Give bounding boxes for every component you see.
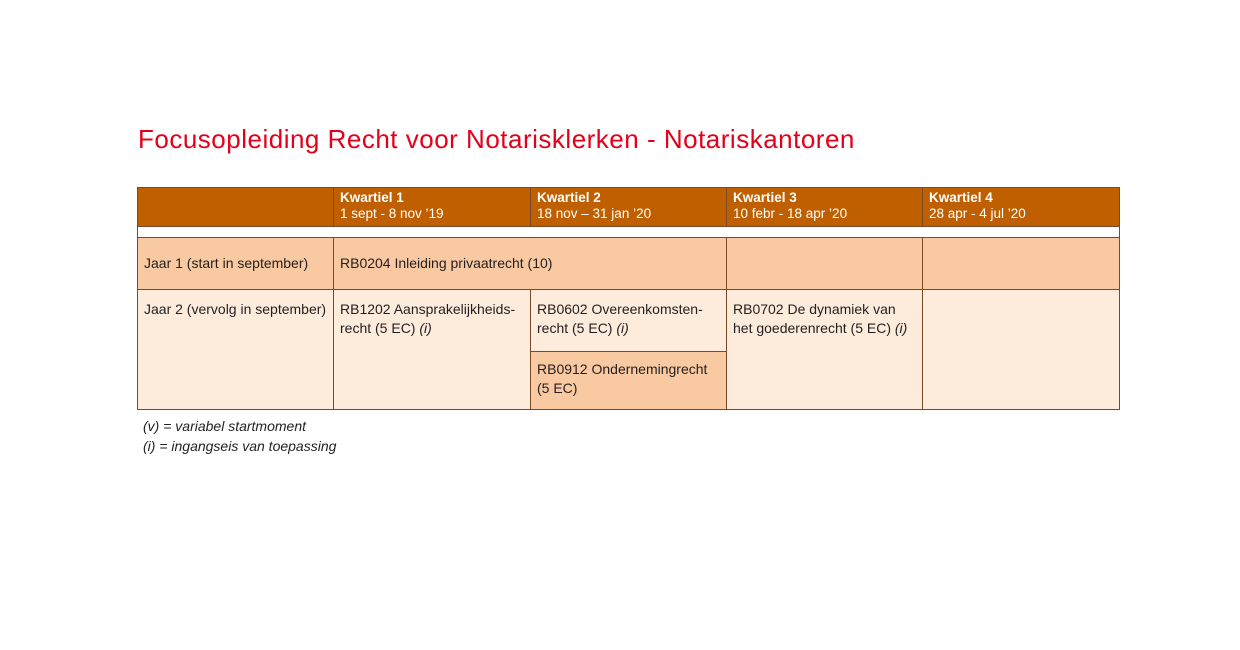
empty-cell-q4-year2 <box>923 290 1120 410</box>
spacer-cell <box>138 227 1120 238</box>
quarter-dates: 28 apr - 4 jul ’20 <box>929 206 1026 221</box>
quarter-label: Kwartiel 2 <box>537 190 601 205</box>
quarter-label: Kwartiel 3 <box>733 190 797 205</box>
legend-item: (i) = ingangseis van toepassing <box>143 438 337 454</box>
year-1-label: Jaar 1 (start in september) <box>138 238 334 290</box>
entry-requirement-note: (i) <box>419 320 432 336</box>
spacer-row <box>138 227 1120 238</box>
header-corner <box>138 188 334 227</box>
page-title: Focusopleiding Recht voor Notarisklerken - Notariskantoren <box>138 124 855 154</box>
quarter-dates: 10 febr - 18 apr ’20 <box>733 206 848 221</box>
quarter-label: Kwartiel 1 <box>340 190 404 205</box>
year-2-label: Jaar 2 (vervolg in september) <box>138 290 334 410</box>
course-title: RB1202 Aansprakelijkheids-recht (5 EC) <box>340 301 516 336</box>
legend <box>143 416 336 456</box>
header-quarter-2 <box>531 188 727 227</box>
empty-cell-q3 <box>727 238 923 290</box>
course-title: RB0702 De dynamiek van het goederenrecht (5 EC) <box>733 301 896 336</box>
course-title: RB0602 Overeenkomsten-recht (5 EC) <box>537 301 703 336</box>
course-rb1202 <box>334 290 531 410</box>
empty-cell-q4 <box>923 238 1120 290</box>
course-rb0602 <box>531 290 727 352</box>
header-row <box>138 188 1120 227</box>
legend-item: (v) = variabel startmoment <box>143 418 306 434</box>
quarter-dates: 1 sept - 8 nov ’19 <box>340 206 444 221</box>
year-1-row <box>138 238 1120 290</box>
quarter-label: Kwartiel 4 <box>929 190 993 205</box>
schedule-table <box>137 187 1120 410</box>
year-2-row <box>138 290 1120 352</box>
course-rb0702 <box>727 290 923 410</box>
quarter-dates: 18 nov – 31 jan ’20 <box>537 206 652 221</box>
header-quarter-1 <box>334 188 531 227</box>
entry-requirement-note: (i) <box>616 320 629 336</box>
header-quarter-4 <box>923 188 1120 227</box>
entry-requirement-note: (i) <box>894 320 908 336</box>
course-rb0912: RB0912 Ondernemingrecht (5 EC) <box>531 352 727 410</box>
course-rb0204: RB0204 Inleiding privaatrecht (10) <box>334 238 727 290</box>
header-quarter-3 <box>727 188 923 227</box>
